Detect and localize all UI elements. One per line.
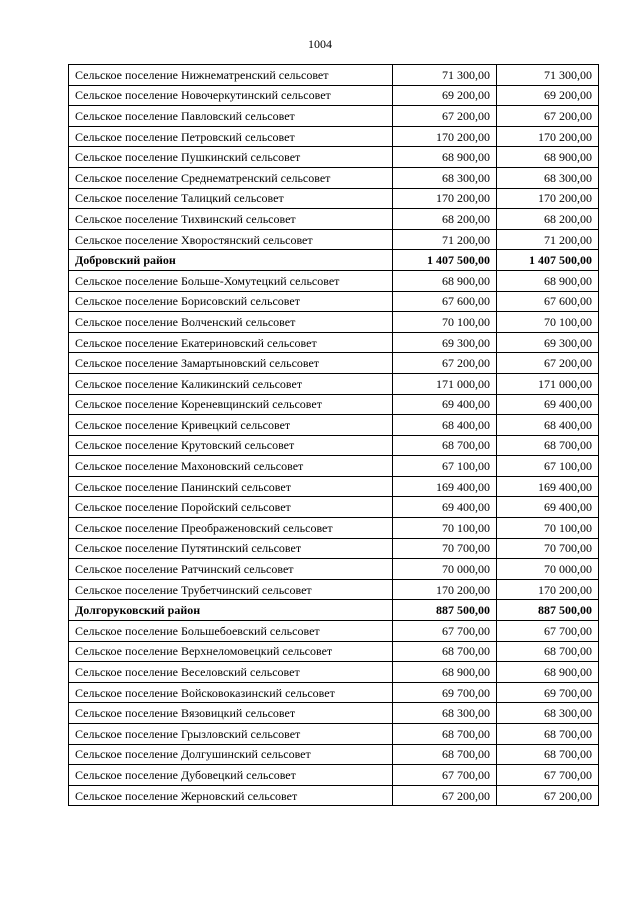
settlement-name-cell: Сельское поселение Большебоевский сельсовет <box>69 621 393 642</box>
table-row <box>69 332 599 353</box>
settlement-name-cell: Сельское поселение Волченский сельсовет <box>69 312 393 333</box>
amount-cell-1: 70 700,00 <box>393 538 497 559</box>
settlement-name-cell: Сельское поселение Борисовский сельсовет <box>69 291 393 312</box>
table-row <box>69 765 599 786</box>
amount-cell-2: 67 100,00 <box>497 456 599 477</box>
amount-cell-2: 71 200,00 <box>497 229 599 250</box>
settlement-name-cell: Сельское поселение Крутовский сельсовет <box>69 435 393 456</box>
settlement-name-cell: Сельское поселение Путятинский сельсовет <box>69 538 393 559</box>
amount-cell-1: 67 600,00 <box>393 291 497 312</box>
table-row <box>69 785 599 806</box>
settlement-name-cell: Сельское поселение Махоновский сельсовет <box>69 456 393 477</box>
table-row <box>69 106 599 127</box>
table-row <box>69 394 599 415</box>
amount-cell-1: 68 900,00 <box>393 662 497 683</box>
table-row <box>69 373 599 394</box>
amount-cell-1: 1 407 500,00 <box>393 250 497 271</box>
settlement-name-cell: Сельское поселение Кореневщинский сельсовет <box>69 394 393 415</box>
amount-cell-2: 68 300,00 <box>497 703 599 724</box>
table-row <box>69 621 599 642</box>
table-row <box>69 65 599 86</box>
amount-cell-1: 887 500,00 <box>393 600 497 621</box>
table-row <box>69 188 599 209</box>
district-total-row <box>69 250 599 271</box>
amount-cell-2: 170 200,00 <box>497 126 599 147</box>
amount-cell-2: 69 300,00 <box>497 332 599 353</box>
settlement-name-cell: Сельское поселение Веселовский сельсовет <box>69 662 393 683</box>
amount-cell-2: 70 700,00 <box>497 538 599 559</box>
settlement-name-cell: Сельское поселение Тихвинский сельсовет <box>69 209 393 230</box>
amount-cell-2: 887 500,00 <box>497 600 599 621</box>
amount-cell-1: 68 700,00 <box>393 744 497 765</box>
table-row <box>69 579 599 600</box>
amount-cell-1: 69 400,00 <box>393 497 497 518</box>
table-row <box>69 229 599 250</box>
table-row <box>69 167 599 188</box>
table-row <box>69 435 599 456</box>
table-row <box>69 662 599 683</box>
amount-cell-2: 70 000,00 <box>497 559 599 580</box>
table-row <box>69 744 599 765</box>
amount-cell-2: 70 100,00 <box>497 312 599 333</box>
amount-cell-1: 67 100,00 <box>393 456 497 477</box>
settlement-name-cell: Сельское поселение Павловский сельсовет <box>69 106 393 127</box>
district-name-cell: Долгоруковский район <box>69 600 393 621</box>
table-row <box>69 353 599 374</box>
amount-cell-1: 68 300,00 <box>393 703 497 724</box>
settlement-name-cell: Сельское поселение Новочеркутинский сельсовет <box>69 85 393 106</box>
amount-cell-2: 68 700,00 <box>497 744 599 765</box>
amount-cell-2: 70 100,00 <box>497 518 599 539</box>
amount-cell-2: 68 700,00 <box>497 724 599 745</box>
amount-cell-1: 69 200,00 <box>393 85 497 106</box>
page-number: 1004 <box>308 37 332 51</box>
table-row <box>69 641 599 662</box>
table-row <box>69 497 599 518</box>
settlement-name-cell: Сельское поселение Среднематренский сельсовет <box>69 167 393 188</box>
amount-cell-2: 68 900,00 <box>497 270 599 291</box>
district-total-row <box>69 600 599 621</box>
amount-cell-1: 69 300,00 <box>393 332 497 353</box>
settlement-name-cell: Сельское поселение Вязовицкий сельсовет <box>69 703 393 724</box>
amount-cell-1: 170 200,00 <box>393 579 497 600</box>
amount-cell-1: 68 200,00 <box>393 209 497 230</box>
settlement-name-cell: Сельское поселение Жерновский сельсовет <box>69 785 393 806</box>
allocation-table <box>68 64 599 806</box>
amount-cell-2: 170 200,00 <box>497 579 599 600</box>
amount-cell-2: 68 700,00 <box>497 435 599 456</box>
amount-cell-1: 67 700,00 <box>393 765 497 786</box>
settlement-name-cell: Сельское поселение Кривецкий сельсовет <box>69 415 393 436</box>
amount-cell-2: 67 200,00 <box>497 106 599 127</box>
amount-cell-2: 68 700,00 <box>497 641 599 662</box>
amount-cell-1: 171 000,00 <box>393 373 497 394</box>
amount-cell-1: 70 000,00 <box>393 559 497 580</box>
table-row <box>69 270 599 291</box>
table-row <box>69 147 599 168</box>
district-name-cell: Добровский район <box>69 250 393 271</box>
settlement-name-cell: Сельское поселение Дубовецкий сельсовет <box>69 765 393 786</box>
table-row <box>69 682 599 703</box>
amount-cell-2: 68 900,00 <box>497 662 599 683</box>
amount-cell-2: 68 200,00 <box>497 209 599 230</box>
amount-cell-1: 67 200,00 <box>393 106 497 127</box>
settlement-name-cell: Сельское поселение Поройский сельсовет <box>69 497 393 518</box>
amount-cell-1: 70 100,00 <box>393 518 497 539</box>
table-row <box>69 724 599 745</box>
table-row <box>69 85 599 106</box>
amount-cell-1: 68 700,00 <box>393 435 497 456</box>
amount-cell-1: 71 300,00 <box>393 65 497 86</box>
amount-cell-2: 67 700,00 <box>497 765 599 786</box>
settlement-name-cell: Сельское поселение Каликинский сельсовет <box>69 373 393 394</box>
amount-cell-1: 68 700,00 <box>393 724 497 745</box>
amount-cell-2: 169 400,00 <box>497 476 599 497</box>
settlement-name-cell: Сельское поселение Долгушинский сельсовет <box>69 744 393 765</box>
amount-cell-1: 70 100,00 <box>393 312 497 333</box>
table-body <box>69 65 599 806</box>
amount-cell-2: 1 407 500,00 <box>497 250 599 271</box>
table-row <box>69 126 599 147</box>
amount-cell-1: 68 700,00 <box>393 641 497 662</box>
settlement-name-cell: Сельское поселение Петровский сельсовет <box>69 126 393 147</box>
amount-cell-2: 68 900,00 <box>497 147 599 168</box>
settlement-name-cell: Сельское поселение Хворостянский сельсовет <box>69 229 393 250</box>
amount-cell-1: 68 900,00 <box>393 147 497 168</box>
amount-cell-2: 69 400,00 <box>497 497 599 518</box>
amount-cell-1: 69 700,00 <box>393 682 497 703</box>
settlement-name-cell: Сельское поселение Верхнеломовецкий сельсовет <box>69 641 393 662</box>
amount-cell-1: 170 200,00 <box>393 188 497 209</box>
settlement-name-cell: Сельское поселение Нижнематренский сельсовет <box>69 65 393 86</box>
settlement-name-cell: Сельское поселение Пушкинский сельсовет <box>69 147 393 168</box>
settlement-name-cell: Сельское поселение Талицкий сельсовет <box>69 188 393 209</box>
amount-cell-2: 68 400,00 <box>497 415 599 436</box>
amount-cell-1: 67 200,00 <box>393 353 497 374</box>
table-row <box>69 538 599 559</box>
settlement-name-cell: Сельское поселение Панинский сельсовет <box>69 476 393 497</box>
amount-cell-2: 69 700,00 <box>497 682 599 703</box>
amount-cell-1: 170 200,00 <box>393 126 497 147</box>
settlement-name-cell: Сельское поселение Трубетчинский сельсовет <box>69 579 393 600</box>
amount-cell-2: 69 400,00 <box>497 394 599 415</box>
settlement-name-cell: Сельское поселение Больше-Хомутецкий сельсовет <box>69 270 393 291</box>
amount-cell-1: 68 300,00 <box>393 167 497 188</box>
amount-cell-2: 68 300,00 <box>497 167 599 188</box>
table-row <box>69 456 599 477</box>
settlement-name-cell: Сельское поселение Ратчинский сельсовет <box>69 559 393 580</box>
amount-cell-1: 67 200,00 <box>393 785 497 806</box>
amount-cell-2: 67 700,00 <box>497 621 599 642</box>
amount-cell-2: 170 200,00 <box>497 188 599 209</box>
table-row <box>69 703 599 724</box>
amount-cell-2: 71 300,00 <box>497 65 599 86</box>
amount-cell-2: 67 200,00 <box>497 785 599 806</box>
settlement-name-cell: Сельское поселение Екатериновский сельсовет <box>69 332 393 353</box>
amount-cell-1: 68 400,00 <box>393 415 497 436</box>
settlement-name-cell: Сельское поселение Замартыновский сельсовет <box>69 353 393 374</box>
table-row <box>69 518 599 539</box>
table-row <box>69 209 599 230</box>
amount-cell-2: 67 600,00 <box>497 291 599 312</box>
table-row <box>69 312 599 333</box>
table-row <box>69 415 599 436</box>
settlement-name-cell: Сельское поселение Войсковоказинский сельсовет <box>69 682 393 703</box>
amount-cell-1: 68 900,00 <box>393 270 497 291</box>
amount-cell-1: 69 400,00 <box>393 394 497 415</box>
amount-cell-1: 71 200,00 <box>393 229 497 250</box>
amount-cell-2: 67 200,00 <box>497 353 599 374</box>
amount-cell-1: 67 700,00 <box>393 621 497 642</box>
amount-cell-2: 171 000,00 <box>497 373 599 394</box>
settlement-name-cell: Сельское поселение Грызловский сельсовет <box>69 724 393 745</box>
table-row <box>69 559 599 580</box>
settlement-name-cell: Сельское поселение Преображеновский сельсовет <box>69 518 393 539</box>
amount-cell-2: 69 200,00 <box>497 85 599 106</box>
amount-cell-1: 169 400,00 <box>393 476 497 497</box>
table-row <box>69 476 599 497</box>
table-row <box>69 291 599 312</box>
